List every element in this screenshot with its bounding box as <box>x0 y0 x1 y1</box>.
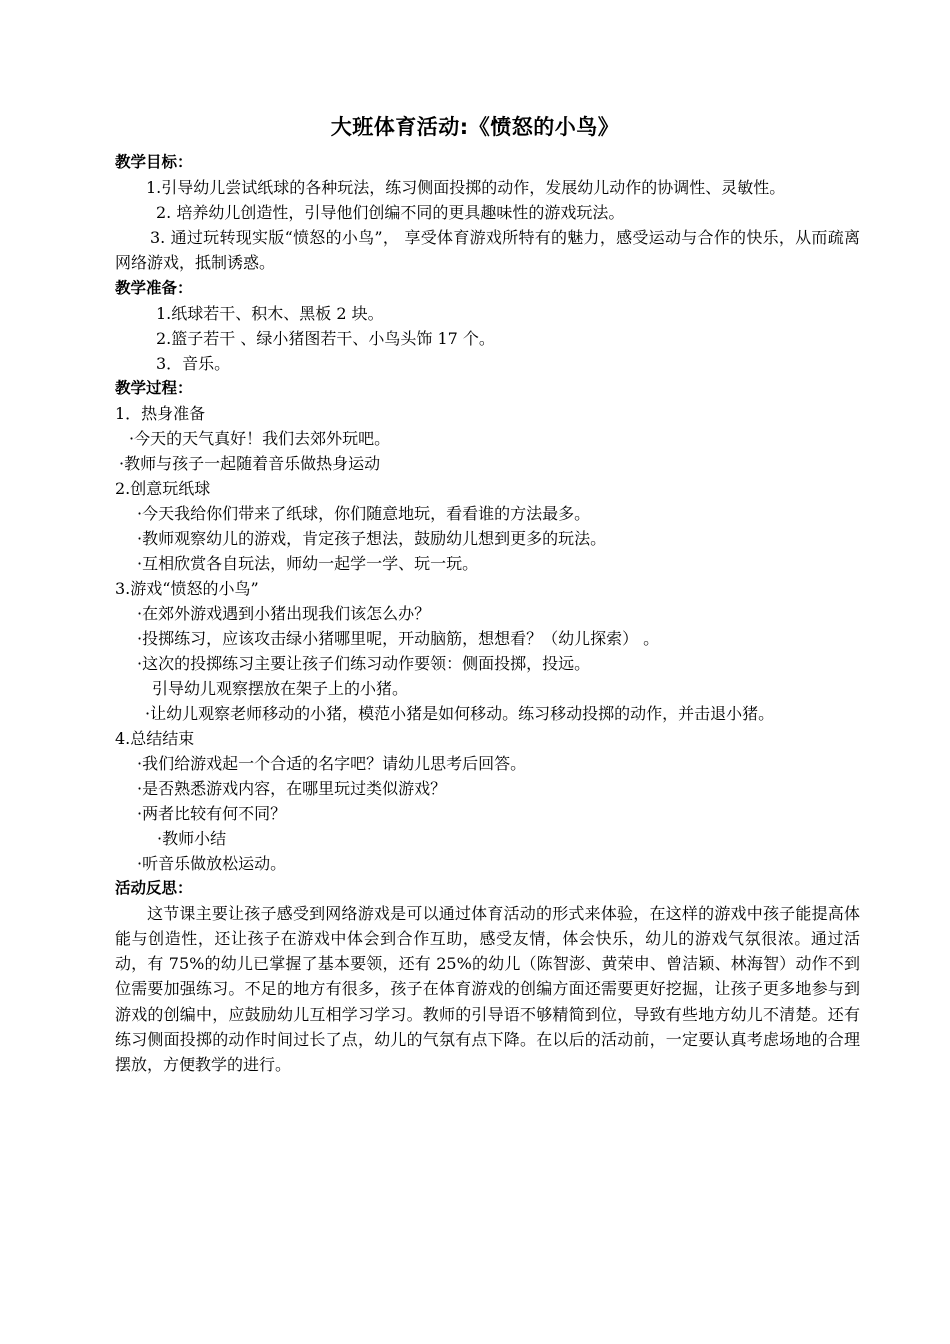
process-step-4-item-4: ·教师小结 <box>157 828 227 848</box>
process-step-3-item-1: ·在郊外游戏遇到小猪出现我们该怎么办？ <box>137 603 431 623</box>
process-step-3-item-3: ·这次的投掷练习主要让孩子们练习动作要领：侧面投掷，投远。 <box>137 653 591 673</box>
process-step-4-item-1: ·我们给游戏起一个合适的名字吧？请幼儿思考后回答。 <box>137 753 527 773</box>
prep-item-2: 2.篮子若干 、绿小猪图若干、小鸟头饰 17 个。 <box>156 328 495 348</box>
process-step-3-item-4: 引导幼儿观察摆放在架子上的小猪。 <box>152 678 409 698</box>
document-body <box>115 150 860 1077</box>
process-step-2-item-1: ·今天我给你们带来了纸球，你们随意地玩，看看谁的方法最多。 <box>137 503 591 523</box>
goal-item-2: 2. 培养幼儿创造性，引导他们创编不同的更具趣味性的游戏玩法。 <box>156 203 625 223</box>
reflection-heading: 活动反思： <box>115 878 193 897</box>
process-step-4-item-2: ·是否熟悉游戏内容，在哪里玩过类似游戏？ <box>137 778 447 798</box>
process-step-4-item-3: ·两者比较有何不同？ <box>137 803 287 823</box>
process-step-1-item-2: ·教师与孩子一起随着音乐做热身运动 <box>119 453 381 473</box>
process-step-2-title: 2.创意玩纸球 <box>115 478 211 498</box>
process-step-3-item-5: ·让幼儿观察老师移动的小猪，模范小猪是如何移动。练习移动投掷的动作，并击退小猪。 <box>145 703 775 723</box>
prep-item-3: 3．音乐。 <box>156 353 231 373</box>
reflection-paragraph: 这节课主要让孩子感受到网络游戏是可以通过体育活动的形式来体验，在这样的游戏中孩子能提高体能与创造性，还让孩子在游戏中体会到合作互助，感受友情，体会快乐，幼儿的游戏气氛很浓。通过活动，有 75%的幼儿已掌握了基本要领，还有 25%的幼儿（陈智澎、黄荣申、曾洁颖、林海智）动作不到位需要加强练习。不足的地方有很多，孩子在体育游戏的创编方面还需要更好挖掘，让孩子更多地参与到游戏的创编中，应鼓励幼儿互相学习学习。教师的引导语不够精简到位，导致有些地方幼儿不清楚。还有练习侧面投掷的动作时间过长了点，幼儿的气氛有点下降。在以后的活动前，一定要认真考虑场地的合理摆放，方便教学的进行。 <box>115 903 860 1075</box>
process-step-4-item-5: ·听音乐做放松运动。 <box>137 853 287 873</box>
prep-heading: 教学准备： <box>115 278 193 297</box>
process-step-4-title: 4.总结结束 <box>115 728 195 748</box>
process-heading: 教学过程： <box>115 378 193 397</box>
process-step-2-item-2: ·教师观察幼儿的游戏，肯定孩子想法，鼓励幼儿想到更多的玩法。 <box>137 528 607 548</box>
prep-item-1: 1.纸球若干、积木、黑板 2 块。 <box>156 303 384 323</box>
process-step-1-item-1: ·今天的天气真好！我们去郊外玩吧。 <box>129 428 391 448</box>
process-step-2-item-3: ·互相欣赏各自玩法，师幼一起学一学、玩一玩。 <box>137 553 479 573</box>
document-title: 大班体育活动:《愤怒的小鸟》 <box>330 115 620 139</box>
process-step-3-item-2: ·投掷练习，应该攻击绿小猪哪里呢，开动脑筋，想想看？（幼儿探索） 。 <box>137 628 660 648</box>
process-step-3-title: 3.游戏“愤怒的小鸟” <box>115 578 259 598</box>
process-step-1-title: 1．热身准备 <box>115 403 206 423</box>
goal-item-3: 3. 通过玩转现实版“愤怒的小鸟”， 享受体育游戏所特有的魅力，感受运动与合作的快乐，从而疏离网络游戏，抵制诱惑。 <box>115 228 860 273</box>
goal-item-1: 1.引导幼儿尝试纸球的各种玩法，练习侧面投掷的动作，发展幼儿动作的协调性、灵敏性。 <box>146 178 786 197</box>
goals-heading: 教学目标： <box>115 153 193 171</box>
